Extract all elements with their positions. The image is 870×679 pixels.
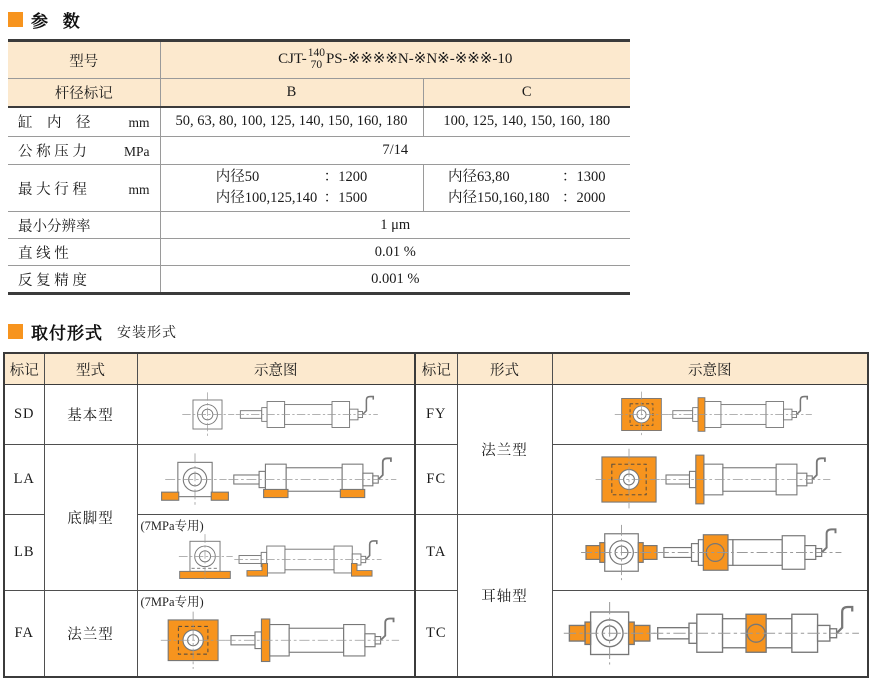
orange-square-icon — [8, 12, 23, 27]
pressure-label: 公 称 压 力 MPa — [8, 137, 160, 165]
row-stroke — [8, 165, 630, 212]
row-repeatability — [8, 266, 630, 294]
fraction-bottom: 70 — [310, 59, 323, 71]
rod-mark-label: 杆径标记 — [8, 79, 160, 107]
type-flange-left: 法兰型 — [44, 591, 137, 677]
header-type-left: 型式 — [44, 353, 137, 385]
section-header-mounting — [8, 319, 870, 344]
model-fraction — [308, 48, 325, 71]
bore-unit: mm — [128, 115, 150, 131]
diagram-fy — [552, 385, 868, 445]
bore-b: 50, 63, 80, 100, 125, 140, 150, 160, 180 — [160, 107, 423, 137]
type-basic: 基本型 — [44, 385, 137, 445]
diagram-la — [137, 445, 415, 515]
model-value — [160, 41, 630, 79]
cylinder-drawing-sd — [141, 387, 412, 442]
linearity-label: 直 线 性 — [8, 239, 160, 266]
stroke-unit: mm — [128, 181, 150, 197]
mounting-table — [3, 352, 869, 678]
cylinder-drawing-ta — [556, 517, 865, 588]
cylinder-drawing-fc — [556, 447, 865, 512]
mark-la: LA — [4, 445, 44, 515]
mark-tc: TC — [415, 591, 457, 677]
row-bore — [8, 107, 630, 137]
mark-sd: SD — [4, 385, 44, 445]
mark-fa: FA — [4, 591, 44, 677]
orange-square-icon — [8, 324, 23, 339]
type-trunnion: 耳轴型 — [457, 515, 552, 677]
resolution-label: 最小分辨率 — [8, 212, 160, 239]
row-resolution — [8, 212, 630, 239]
bore-c: 100, 125, 140, 150, 160, 180 — [423, 107, 630, 137]
header-diagram-right: 示意图 — [552, 353, 868, 385]
type-foot: 底脚型 — [44, 445, 137, 591]
mark-fy: FY — [415, 385, 457, 445]
header-diagram-left: 示意图 — [137, 353, 415, 385]
mark-lb: LB — [4, 515, 44, 591]
mount-row-1 — [4, 385, 868, 445]
diagram-fc — [552, 445, 868, 515]
row-model — [8, 41, 630, 79]
row-linearity — [8, 239, 630, 266]
diagram-sd — [137, 385, 415, 445]
model-prefix: CJT- — [278, 51, 307, 68]
header-mark-right: 标记 — [415, 353, 457, 385]
stroke-b: 内径50 ：1200 内径100,125,140 ：1500 — [160, 165, 423, 212]
note-7mpa: (7MPa专用) — [140, 519, 204, 533]
diagram-lb — [137, 515, 415, 591]
parameter-table — [8, 39, 630, 295]
section-header-params — [8, 7, 870, 32]
diagram-fa — [137, 591, 415, 677]
fraction-top: 140 — [307, 47, 325, 60]
mounting-section-subtitle: 安装形式 — [117, 323, 177, 340]
diagram-ta — [552, 515, 868, 591]
mark-fc: FC — [415, 445, 457, 515]
pressure-value: 7/14 — [160, 137, 630, 165]
cylinder-drawing-fa — [141, 607, 412, 674]
row-pressure — [8, 137, 630, 165]
rod-mark-b: B — [160, 79, 423, 107]
header-type-right: 形式 — [457, 353, 552, 385]
model-label: 型号 — [8, 41, 160, 79]
mounting-section-title: 取付形式 — [31, 324, 103, 343]
diagram-tc — [552, 591, 868, 677]
type-flange-right: 法兰型 — [457, 385, 552, 515]
linearity-value: 0.01 % — [160, 239, 630, 266]
row-rod-mark — [8, 79, 630, 107]
params-section-title: 参 数 — [31, 12, 85, 31]
model-suffix: PS-※※※※N-※N※-※※※-10 — [325, 51, 513, 68]
repeatability-value: 0.001 % — [160, 266, 630, 294]
stroke-c: 内径63,80 ：1300 内径150,160,180 ：2000 — [423, 165, 630, 212]
header-mark-left: 标记 — [4, 353, 44, 385]
cylinder-drawing-fy — [556, 387, 865, 442]
stroke-label: 最 大 行 程 mm — [8, 165, 160, 212]
mark-ta: TA — [415, 515, 457, 591]
mount-row-2 — [4, 445, 868, 515]
mount-row-4 — [4, 591, 868, 677]
pressure-unit: MPa — [123, 144, 150, 159]
cylinder-drawing-tc — [556, 593, 865, 674]
mount-header-row — [4, 353, 868, 385]
bore-label: 缸 内 径 mm — [8, 107, 160, 137]
cylinder-drawing-la — [141, 447, 412, 512]
cylinder-drawing-lb — [141, 531, 412, 588]
repeatability-label: 反 复 精 度 — [8, 266, 160, 294]
resolution-value: 1 μm — [160, 212, 630, 239]
note-7mpa: (7MPa专用) — [140, 595, 204, 609]
rod-mark-c: C — [423, 79, 630, 107]
